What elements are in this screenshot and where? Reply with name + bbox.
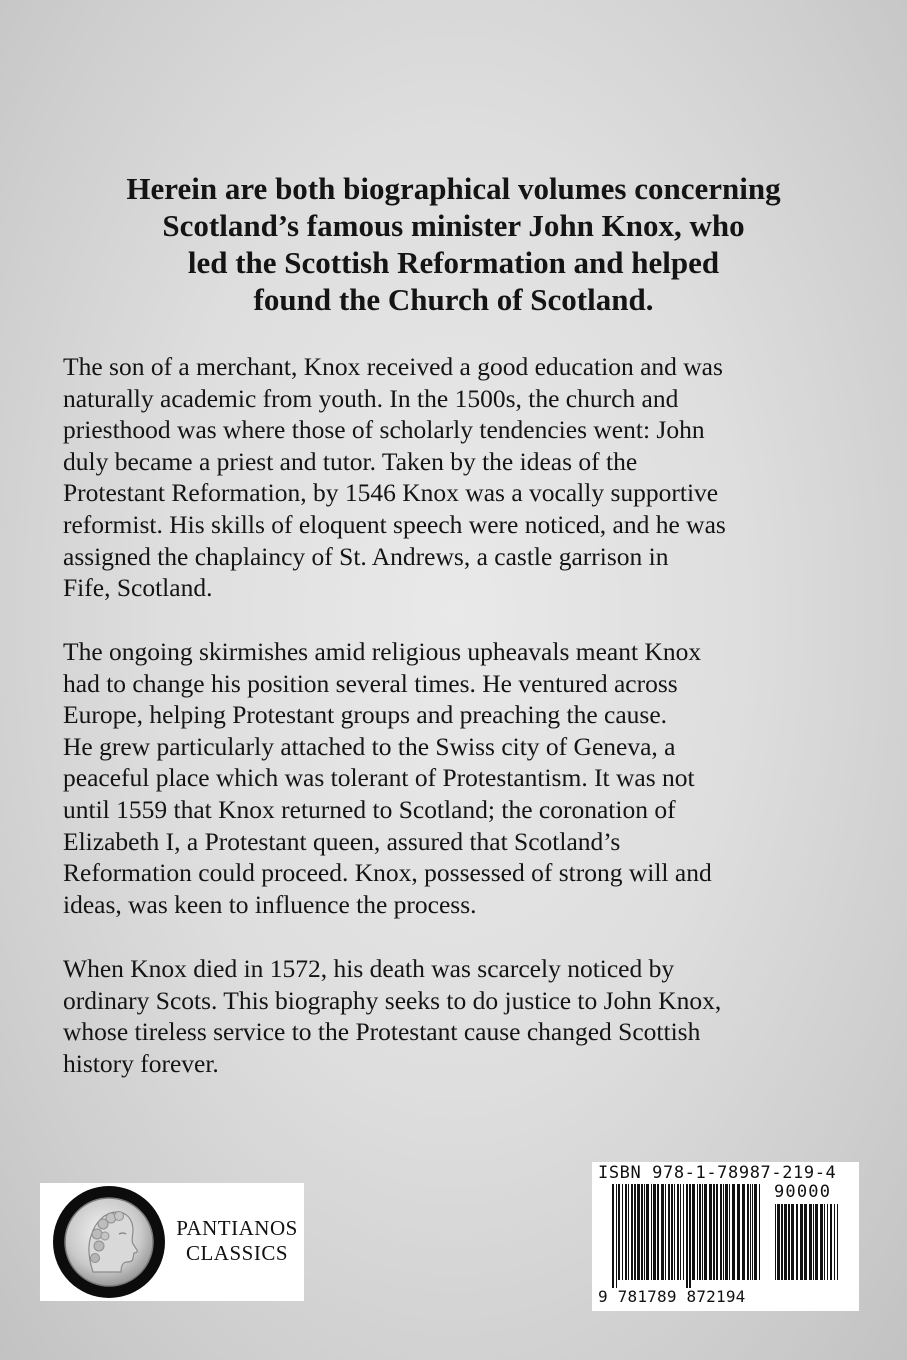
barcode-bar	[827, 1204, 828, 1280]
text-line: The son of a merchant, Knox received a good education and was	[63, 352, 723, 381]
barcode-bar	[784, 1204, 787, 1280]
text-line: Reformation could proceed. Knox, possessed of strong will and	[63, 858, 712, 888]
headline-line: Herein are both biographical volumes concerning	[126, 171, 781, 206]
description-paragraph-1	[63, 351, 863, 604]
description-paragraph-3	[63, 953, 863, 1079]
text-line: had to change his position several times. He ventured across	[63, 668, 678, 698]
barcode-bar	[750, 1184, 751, 1280]
barcode-bar	[809, 1204, 812, 1280]
barcode-bar	[674, 1184, 675, 1280]
barcode-bar	[692, 1184, 695, 1280]
publisher-name-line: PANTIANOS	[176, 1216, 298, 1240]
barcode-bar	[723, 1184, 724, 1280]
barcode-bar	[732, 1184, 735, 1280]
barcode-bar	[653, 1184, 656, 1280]
barcode-bar	[796, 1204, 798, 1280]
text-line: When Knox died in 1572, his death was scarcely noticed by	[63, 954, 675, 983]
text-line: ideas, was keen to influence the process.	[63, 889, 477, 919]
barcode-bar	[742, 1184, 745, 1280]
text-line: naturally academic from youth. In the 1500s, the church and	[63, 383, 679, 413]
barcode-bar	[754, 1184, 757, 1280]
barcode-bar	[781, 1204, 783, 1280]
text-line: Protestant Reformation, by 1546 Knox was a vocally supportive	[63, 478, 719, 508]
publisher-name	[174, 1216, 300, 1266]
barcode-bar	[720, 1184, 722, 1280]
addon-barcode-bars	[775, 1204, 843, 1288]
barcode-bar	[697, 1184, 698, 1280]
barcode-bar	[657, 1184, 659, 1280]
barcode-bar	[800, 1204, 803, 1280]
barcode-bar	[759, 1184, 760, 1280]
barcode-bar	[837, 1204, 838, 1280]
barcode-bar	[683, 1184, 684, 1280]
barcode-bar	[651, 1184, 652, 1280]
text-line: Elizabeth I, a Protestant queen, assured that Scotland’s	[63, 826, 621, 856]
barcode-bar	[729, 1184, 730, 1280]
text-line: priesthood was where those of scholarly tendencies went: John	[63, 415, 705, 445]
barcode-bar	[641, 1184, 643, 1280]
barcode-bar	[671, 1184, 673, 1280]
barcode-bar	[616, 1184, 617, 1288]
barcode-bar	[704, 1184, 707, 1280]
barcode-bar	[668, 1184, 670, 1280]
text-line: peaceful place which was tolerant of Protestantism. It was not	[63, 763, 695, 793]
barcode-bar	[686, 1184, 688, 1288]
text-line: ordinary Scots. This biography seeks to do justice to John Knox,	[63, 985, 722, 1015]
ean-barcode-bars	[612, 1184, 766, 1288]
barcode-bar	[752, 1184, 753, 1280]
description-paragraph-2	[63, 636, 863, 920]
isbn-label: ISBN 978-1-78987-219-4	[598, 1163, 837, 1183]
barcode-bar	[661, 1184, 664, 1280]
text-line: duly became a priest and tutor. Taken by the ideas of the	[63, 446, 638, 476]
headline-line: led the Scottish Reformation and helped	[187, 245, 720, 280]
barcode-bar	[644, 1184, 645, 1280]
barcode-bar	[737, 1184, 740, 1280]
barcode-bar	[725, 1184, 728, 1280]
barcode-bar	[637, 1184, 640, 1280]
barcode-bar	[625, 1184, 627, 1280]
barcode-bar	[646, 1184, 649, 1280]
price-code: 90000	[774, 1182, 832, 1202]
barcode-bar	[716, 1184, 718, 1280]
text-line: Fife, Scotland.	[63, 573, 213, 603]
barcode-bar	[713, 1184, 715, 1280]
barcode-bar	[618, 1184, 620, 1280]
barcode-bar	[815, 1204, 818, 1280]
barcode-bar	[777, 1204, 780, 1280]
barcode-bar	[804, 1204, 807, 1280]
barcode-bar	[612, 1184, 614, 1288]
barcode-bar	[813, 1204, 814, 1280]
headline-line: found the Church of Scotland.	[253, 282, 654, 317]
barcode-bar	[791, 1204, 794, 1280]
barcode-bar	[622, 1184, 623, 1280]
barcode-bar	[788, 1204, 790, 1280]
barcode-bar	[634, 1184, 636, 1280]
text-line: whose tireless service to the Protestant cause changed Scottish	[63, 1017, 701, 1047]
publisher-logo	[40, 1183, 304, 1301]
barcode-bar	[699, 1184, 701, 1280]
text-line: He grew particularly attached to the Swiss city of Geneva, a	[63, 731, 676, 761]
barcode-bar	[709, 1184, 712, 1280]
barcode-bar	[820, 1204, 823, 1280]
text-line: reformist. His skills of eloquent speech were noticed, and he was	[63, 509, 726, 539]
barcode-bar	[665, 1184, 666, 1280]
text-line: assigned the chaplaincy of St. Andrews, a castle garrison in	[63, 541, 669, 571]
barcode-bar	[702, 1184, 703, 1280]
barcode-bar	[631, 1184, 633, 1280]
headline-blurb	[60, 170, 847, 318]
barcode-bar	[680, 1184, 681, 1280]
barcode-bar	[677, 1184, 679, 1280]
barcode-bar	[747, 1184, 749, 1280]
barcode-bar	[628, 1184, 629, 1280]
text-line: until 1559 that Knox returned to Scotland; the coronation of	[63, 794, 676, 824]
ean-number: 9 781789 872194	[598, 1287, 746, 1306]
barcode-bar	[689, 1184, 691, 1288]
barcode-bar	[834, 1204, 835, 1280]
text-line: Europe, helping Protestant groups and preaching the cause.	[63, 700, 668, 730]
headline-line: Scotland’s famous minister John Knox, who	[162, 208, 745, 243]
barcode-bar	[830, 1204, 832, 1280]
classical-head-medallion-icon	[53, 1186, 165, 1298]
publisher-name-line: CLASSICS	[185, 1241, 289, 1265]
barcode-bar	[824, 1204, 825, 1280]
isbn-barcode	[592, 1162, 859, 1311]
text-line: history forever.	[63, 1048, 219, 1078]
text-line: The ongoing skirmishes amid religious upheavals meant Knox	[63, 637, 702, 666]
barcode-bar	[775, 1204, 776, 1280]
